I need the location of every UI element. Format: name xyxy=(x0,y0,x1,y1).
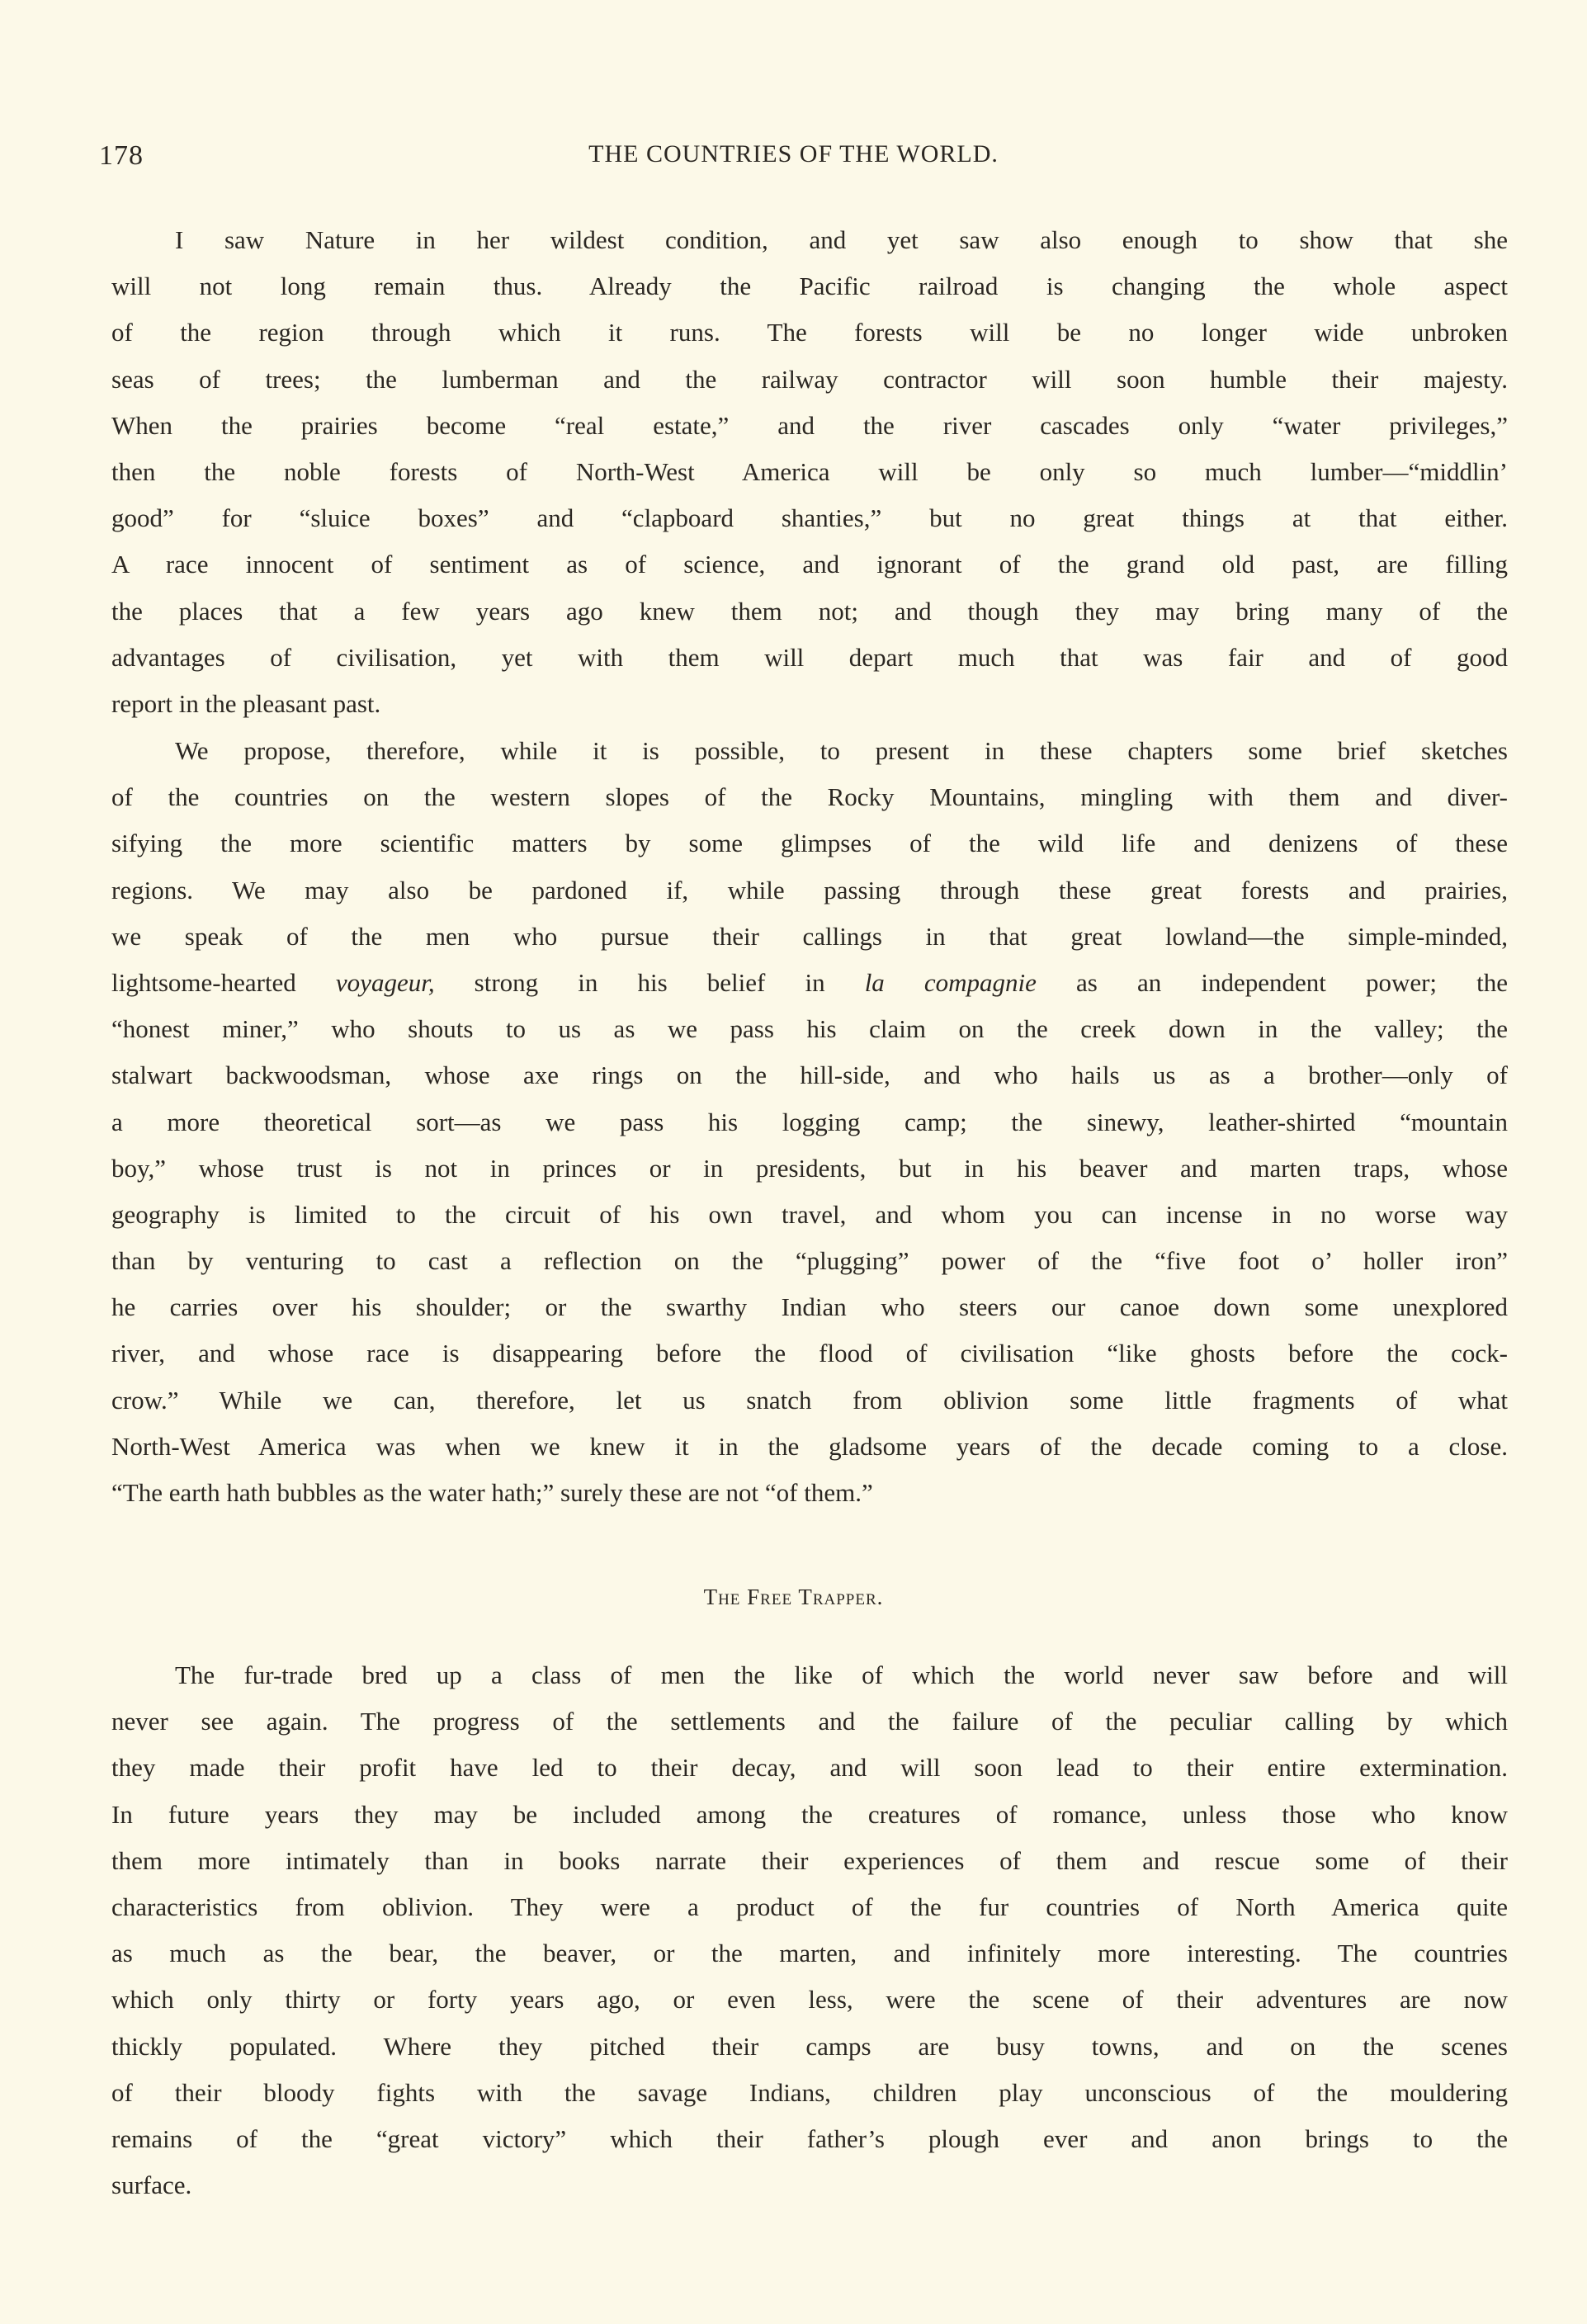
text-segment: “The earth hath bubbles as the water hath;” surely these are not “of them.” xyxy=(111,1478,873,1507)
text-segment: surface. xyxy=(111,2170,192,2200)
text-line xyxy=(111,820,1508,867)
text-line xyxy=(111,1792,1508,1838)
text-line xyxy=(111,681,1508,727)
text-line xyxy=(111,960,1508,1006)
text-line xyxy=(111,1284,1508,1330)
text-segment: will not long remain thus. Already the Pacific railroad is changing the whole aspect xyxy=(111,272,1508,301)
text-segment: A race innocent of sentiment as of science, and ignorant of the grand old past, are filling xyxy=(111,550,1508,579)
text-segment: boy,” whose trust is not in princes or in presidents, but in his beaver and marten traps, whose xyxy=(111,1153,1508,1183)
text-line xyxy=(111,728,1508,774)
text-segment: the places that a few years ago knew them not; and though they may bring many of the xyxy=(111,596,1508,626)
text-segment: we speak of the men who pursue their callings in that great lowland—the simple-minded, xyxy=(111,921,1508,951)
text-line xyxy=(111,1652,1508,1698)
running-title: THE COUNTRIES OF THE WORLD. xyxy=(588,140,999,168)
text-line xyxy=(111,2070,1508,2116)
text-segment: “honest miner,” who shouts to us as we pass his claim on the creek down in the valley; the xyxy=(111,1014,1508,1044)
paragraph-intro xyxy=(111,217,1508,727)
text-line xyxy=(111,495,1508,541)
text-segment: a more theoretical sort—as we pass his logging camp; the sinewy, leather-shirted “mountain xyxy=(111,1107,1508,1136)
paragraph-free-trapper xyxy=(111,1652,1508,2208)
text-segment: then the noble forests of North-West America will be only so much lumber—“middlin’ xyxy=(111,456,1508,486)
text-segment: never see again. The progress of the settlements and the failure of the peculiar calling by which xyxy=(111,1707,1508,1736)
text-segment: strong in his belief in xyxy=(434,967,865,997)
text-line xyxy=(111,635,1508,681)
text-segment: as much as the bear, the beaver, or the marten, and infinitely more interesting. The countries xyxy=(111,1939,1508,1968)
section-heading: The Free Trapper. xyxy=(703,1585,884,1609)
text-line xyxy=(111,1006,1508,1052)
text-line xyxy=(111,1884,1508,1930)
text-line xyxy=(111,2116,1508,2162)
text-line xyxy=(111,588,1508,635)
text-line xyxy=(111,1930,1508,1977)
text-line xyxy=(111,2024,1508,2070)
text-segment: In future years they may be included among the creatures of romance, unless those who know xyxy=(111,1799,1508,1829)
text-segment: advantages of civilisation, yet with them will depart much that was fair and of good xyxy=(111,642,1508,672)
text-line xyxy=(111,867,1508,914)
text-segment: When the prairies become “real estate,” and the river cascades only “water privileges,” xyxy=(111,410,1508,440)
text-line xyxy=(111,357,1508,403)
text-segment: regions. We may also be pardoned if, while passing through these great forests and prairies, xyxy=(111,875,1508,905)
text-line xyxy=(111,1470,1508,1516)
paragraph-proposal xyxy=(111,728,1508,1516)
text-line xyxy=(111,914,1508,960)
text-segment: stalwart backwoodsman, whose axe rings on the hill-side, and who hails us as a brother—only of xyxy=(111,1060,1508,1090)
text-segment: report in the pleasant past. xyxy=(111,688,381,718)
text-line xyxy=(111,1838,1508,1884)
text-segment: he carries over his shoulder; or the swarthy Indian who steers our canoe down some unexplored xyxy=(111,1292,1508,1322)
text-line xyxy=(111,217,1508,263)
text-line xyxy=(111,1192,1508,1238)
text-segment: as an independent power; the xyxy=(1036,967,1509,997)
text-segment: they made their profit have led to their decay, and will soon lead to their entire extermination. xyxy=(111,1753,1508,1783)
text-segment: crow.” While we can, therefore, let us snatch from oblivion some little fragments of what xyxy=(111,1385,1508,1415)
text-segment: thickly populated. Where they pitched their camps are busy towns, and on the scenes xyxy=(111,2031,1508,2061)
text-line xyxy=(111,1377,1508,1424)
text-line xyxy=(111,1099,1508,1145)
text-segment: characteristics from oblivion. They were a product of the fur countries of North America quite xyxy=(111,1892,1508,1921)
text-line xyxy=(111,263,1508,309)
text-segment: them more intimately than in books narrate their experiences of them and rescue some of their xyxy=(111,1845,1508,1875)
italic-text: voyageur, xyxy=(335,967,435,997)
text-line xyxy=(111,1977,1508,2023)
text-segment: than by venturing to cast a reflection on the “plugging” power of the “five foot o’ holler iron” xyxy=(111,1246,1508,1276)
text-line xyxy=(111,1745,1508,1791)
italic-text: la compagnie xyxy=(864,967,1037,997)
text-segment: good” for “sluice boxes” and “clapboard shanties,” but no great things at that either. xyxy=(111,503,1508,533)
text-segment: seas of trees; the lumberman and the railway contractor will soon humble their majesty. xyxy=(111,364,1508,394)
page-number: 178 xyxy=(99,140,144,171)
text-line xyxy=(111,309,1508,356)
text-segment: The fur-trade bred up a class of men the like of which the world never saw before and will xyxy=(175,1660,1508,1689)
text-segment: remains of the “great victory” which their father’s plough ever and anon brings to the xyxy=(111,2123,1508,2153)
text-line xyxy=(111,1698,1508,1745)
text-line xyxy=(111,2162,1508,2208)
text-segment: I saw Nature in her wildest condition, and yet saw also enough to show that she xyxy=(175,225,1508,254)
text-line xyxy=(111,1052,1508,1098)
text-segment: North-West America was when we knew it in the gladsome years of the decade coming to a close. xyxy=(111,1431,1508,1461)
text-segment: lightsome-hearted xyxy=(111,967,336,997)
text-segment: We propose, therefore, while it is possible, to present in these chapters some brief sketches xyxy=(175,736,1508,765)
text-line xyxy=(111,449,1508,495)
text-line xyxy=(111,541,1508,588)
text-segment: of the region through which it runs. The forests will be no longer wide unbroken xyxy=(111,318,1508,347)
text-segment: of the countries on the western slopes of the Rocky Mountains, mingling with them and diver- xyxy=(111,782,1508,812)
text-segment: sifying the more scientific matters by some glimpses of the wild life and denizens of these xyxy=(111,829,1508,858)
text-line xyxy=(111,1330,1508,1377)
text-line xyxy=(111,1238,1508,1284)
text-line xyxy=(111,774,1508,820)
text-line xyxy=(111,1145,1508,1192)
text-segment: which only thirty or forty years ago, or even less, were the scene of their adventures are now xyxy=(111,1985,1508,2015)
text-segment: of their bloody fights with the savage Indians, children play unconscious of the mouldering xyxy=(111,2077,1508,2107)
text-line xyxy=(111,403,1508,449)
text-line xyxy=(111,1424,1508,1470)
text-segment: geography is limited to the circuit of his own travel, and whom you can incense in no worse way xyxy=(111,1199,1508,1229)
text-segment: river, and whose race is disappearing before the flood of civilisation “like ghosts before the cock- xyxy=(111,1339,1508,1368)
